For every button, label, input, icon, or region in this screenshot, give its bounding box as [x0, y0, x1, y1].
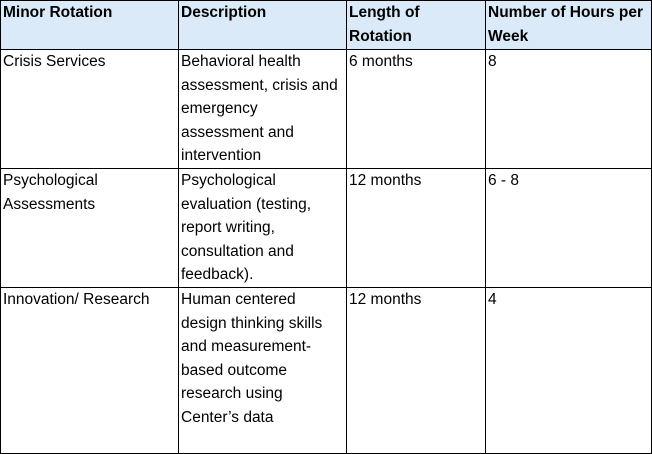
header-description: Description: [179, 1, 347, 50]
cell-hours: 6 - 8: [486, 168, 652, 287]
table-header: [1, 1, 652, 50]
cell-description: Human centered design thinking skills and measurement-based outcome research using Center’s data: [179, 287, 347, 453]
header-row: [1, 1, 652, 50]
cell-length: 12 months: [347, 168, 486, 287]
header-hours-per-week: Number of Hours per Week: [486, 1, 652, 50]
table-body: [1, 50, 652, 454]
cell-rotation: Innovation/ Research: [1, 287, 179, 453]
cell-rotation: Psychological Assessments: [1, 168, 179, 287]
table-row: [1, 287, 652, 453]
cell-description: Behavioral health assessment, crisis and emergency assessment and intervention: [179, 50, 347, 169]
table-row: [1, 168, 652, 287]
cell-length: 6 months: [347, 50, 486, 169]
cell-length: 12 months: [347, 287, 486, 453]
table-row: [1, 50, 652, 169]
header-minor-rotation: Minor Rotation: [1, 1, 179, 50]
header-length-of-rotation: Length of Rotation: [347, 1, 486, 50]
cell-description: Psychological evaluation (testing, report writing, consultation and feedback).: [179, 168, 347, 287]
cell-rotation: Crisis Services: [1, 50, 179, 169]
cell-hours: 8: [486, 50, 652, 169]
cell-hours: 4: [486, 287, 652, 453]
